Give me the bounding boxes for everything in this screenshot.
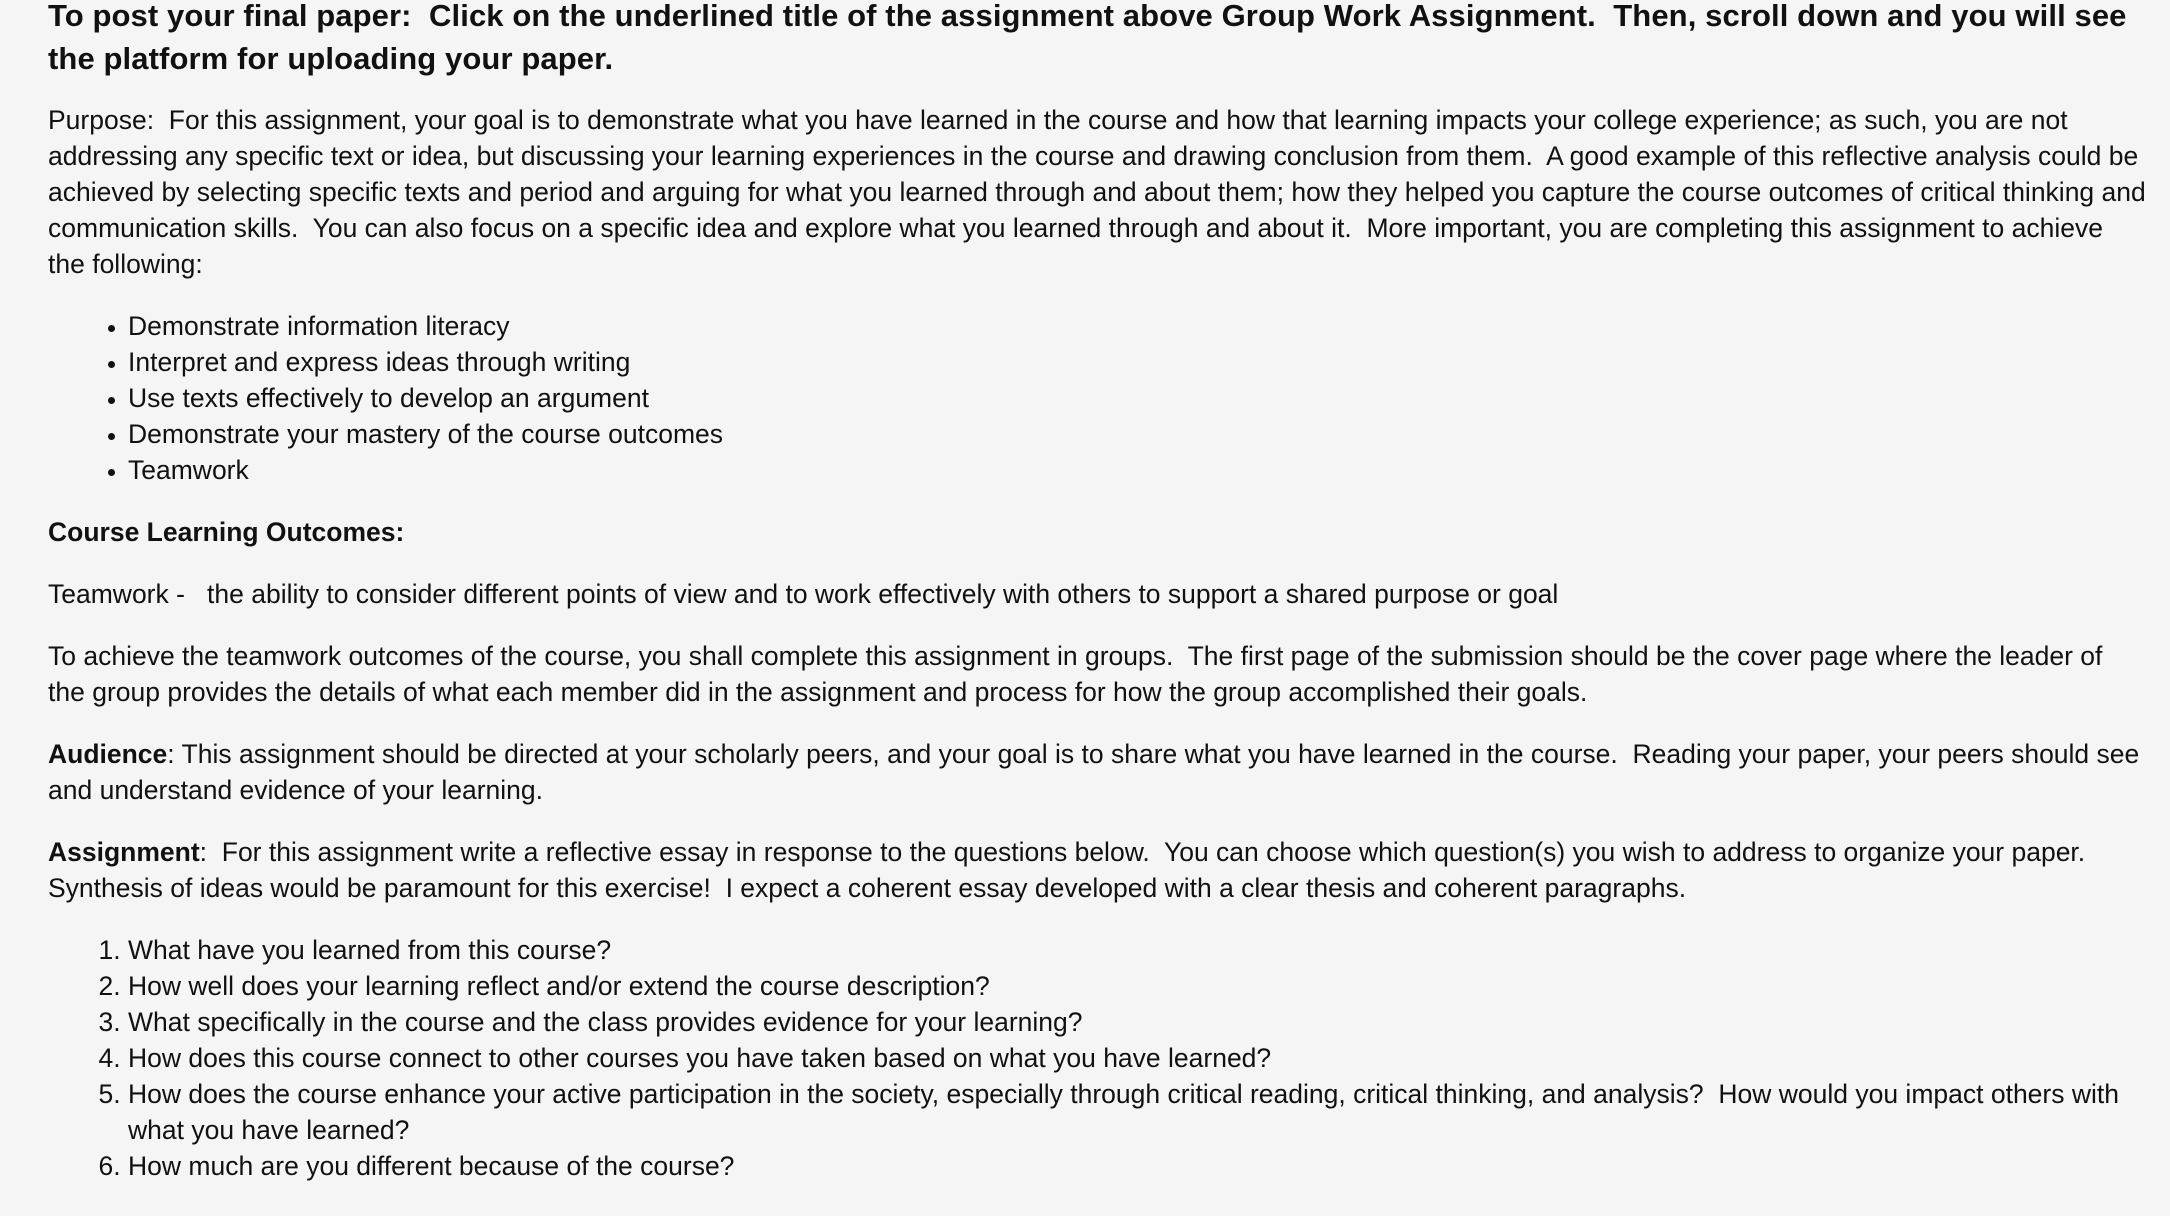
list-item: 1. What have you learned from this course? — [128, 932, 2146, 968]
teamwork-outcome-paragraph: Teamwork - the ability to consider different points of view and to work effectively with others to support a shared purpose or goal — [48, 579, 1559, 609]
objectives-list — [48, 308, 2146, 488]
purpose-paragraph: Purpose: For this assignment, your goal is to demonstrate what you have learned in the course and how that learning impacts your college experience; as such, you are not addressing any specific text or idea, but discussing your learning experiences in the course and drawing conclusion from them. A good example of this reflective analysis could be achieved by selecting specific texts and period and arguing for what you learned through and about them; how they helped you capture the course outcomes of critical thinking and communication skills. You can also focus on a specific idea and explore what you learned through and about it. More important, you are completing this assignment to achieve the following: — [48, 105, 2154, 279]
list-item: • Use texts effectively to develop an argument — [128, 380, 2146, 416]
upload-instructions-heading: To post your final paper: Click on the underlined title of the assignment above Group Work Assignment. Then, scroll down and you will see the platform for uploading your paper. — [48, 0, 2136, 76]
assignment-label: Assignment — [48, 837, 200, 867]
course-learning-outcomes-title: Course Learning Outcomes: — [48, 517, 405, 547]
questions-list — [48, 932, 2146, 1184]
teamwork-note-paragraph: To achieve the teamwork outcomes of the course, you shall complete this assignment in groups. The first page of the submission should be the cover page where the leader of the group provides the details of what each member did in the assignment and process for how the group accomplished their goals. — [48, 641, 2110, 707]
audience-text: : This assignment should be directed at your scholarly peers, and your goal is to share what you have learned in the course. Reading your paper, your peers should see and understand evidence of your learning. — [48, 739, 2147, 805]
list-item: • Demonstrate information literacy — [128, 308, 2146, 344]
list-item: • Teamwork — [128, 452, 2146, 488]
list-item: 6. How much are you different because of the course? — [128, 1148, 2146, 1184]
list-item: 3. What specifically in the course and the class provides evidence for your learning? — [128, 1004, 2146, 1040]
list-item: 2. How well does your learning reflect and/or extend the course description? — [128, 968, 2146, 1004]
assignment-paragraph — [48, 834, 2146, 906]
list-item: • Demonstrate your mastery of the course outcomes — [128, 416, 2146, 452]
list-item: 5. How does the course enhance your active participation in the society, especially through critical reading, critical thinking, and analysis? How would you impact others with what you have learned? — [128, 1076, 2146, 1148]
assignment-text: : For this assignment write a reflective essay in response to the questions below. You can choose which question(s) you wish to address to organize your paper. Synthesis of ideas would be paramount for this exercise! I expect a coherent essay developed with a clear thesis and coherent paragraphs. — [48, 837, 2100, 903]
audience-paragraph — [48, 736, 2146, 808]
audience-label: Audience — [48, 739, 168, 769]
list-item: 4. How does this course connect to other courses you have taken based on what you have learned? — [128, 1040, 2146, 1076]
list-item: • Interpret and express ideas through writing — [128, 344, 2146, 380]
